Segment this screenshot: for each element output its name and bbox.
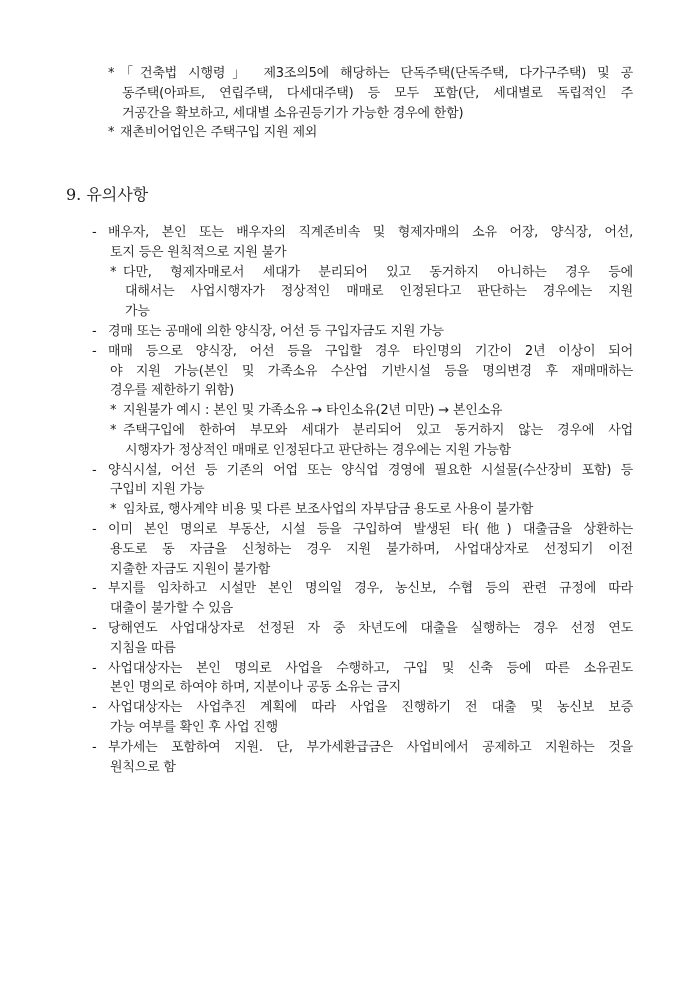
list-item-marker: - (92, 700, 97, 716)
list-item-line: 경매 또는 공매에 의한 양식장, 어선 등 구입자금도 지원 가능 (108, 324, 444, 339)
list-item-line: 부가세는 포함하여 지원. 단, 부가세환급금은 사업비에서 공제하고 지원하는 것을 (108, 739, 633, 755)
list-item-line: 가능 여부를 확인 후 사업 진행 (110, 720, 278, 735)
sub-note-line: 가능 (125, 304, 150, 320)
list-item-line: 양식시설, 어선 등 기존의 어업 또는 양식업 경영에 필요한 시설물(수산장비 포함) 등 (108, 462, 633, 478)
list-item-line: 토지 등은 원칙적으로 지원 불가 (110, 244, 287, 260)
sub-note-marker: * (110, 264, 117, 280)
list-item-line: 용도로 동 자금을 신청하는 경우 지원 불가하며, 사업대상자로 선정되기 이전 (110, 541, 633, 557)
sub-note-line: 시행자가 정상적인 매매로 인정된다고 판단하는 경우에는 지원 가능함 (125, 442, 511, 458)
note-marker: * (108, 66, 115, 81)
sub-note-line: 대해서는 사업시행자가 정상적인 매매로 인정된다고 판단하는 경우에는 지원 (125, 284, 633, 300)
sub-note-marker: * (110, 423, 117, 438)
note-marker: * (108, 125, 115, 141)
note-line: 거공간을 확보하고, 세대별 소유권등기가 가능한 경우에 한함) (122, 105, 464, 121)
note-line: 재촌비어업인은 주택구입 지원 제외 (120, 125, 318, 141)
sub-note-line: 지원불가 예시 : 본인 및 가족소유 → 타인소유(2년 미만) → 본인소유 (123, 403, 503, 419)
list-item-line: 본인 명의로 하여야 하며, 지분이나 공동 소유는 금지 (110, 680, 401, 696)
list-item-line: 사업대상자는 본인 명의로 사업을 수행하고, 구입 및 신축 등에 따른 소유권도 (108, 660, 633, 676)
list-item-line: 경우를 제한하기 위함) (110, 383, 234, 399)
sub-note-marker: * (110, 403, 117, 419)
list-item-line: 당해연도 사업대상자로 선정된 자 중 차년도에 대출을 실행하는 경우 선정 연도 (108, 621, 633, 636)
sub-note-line: 다만, 형제자매로서 세대가 분리되어 있고 동거하지 아니하는 경우 등에 (123, 264, 633, 280)
list-item-line: 매매 등으로 양식장, 어선 등을 구입할 경우 타인명의 기간이 2년 이상이 되어 (108, 343, 633, 359)
list-item-line: 야 지원 가능(본인 및 가족소유 수산업 기반시설 등을 명의변경 후 재매매하는 (110, 363, 633, 379)
list-item-line: 원칙으로 함 (110, 759, 176, 775)
list-item-marker: - (92, 225, 97, 240)
list-item-marker: - (92, 581, 97, 597)
list-item-marker: - (92, 660, 97, 676)
list-item-line: 지침을 따름 (110, 640, 176, 656)
section-number: 9. (66, 185, 82, 204)
list-item-line: 배우자, 본인 또는 배우자의 직계존비속 및 형제자매의 소유 어장, 양식장, 어선, (108, 225, 633, 240)
list-item-line: 구입비 지원 가능 (110, 482, 205, 498)
list-item-marker: - (92, 462, 97, 478)
list-item-marker: - (92, 522, 97, 537)
sub-note-line: 주택구입에 한하여 부모와 세대가 분리되어 있고 동거하지 않는 경우에 사업 (123, 423, 633, 438)
list-item-marker: - (92, 739, 97, 755)
sub-note-line: 임차료, 행사계약 비용 및 다른 보조사업의 자부담금 용도로 사용이 불가함 (123, 502, 534, 518)
list-item-line: 부지를 임차하고 시설만 본인 명의일 경우, 농신보, 수협 등의 관련 규정에 따라 (108, 581, 633, 597)
list-item-marker: - (92, 324, 97, 339)
list-item-line: 사업대상자는 사업추진 계획에 따라 사업을 진행하기 전 대출 및 농신보 보증 (108, 700, 633, 716)
list-item-marker: - (92, 343, 97, 359)
list-item-line: 대출이 불가할 수 있음 (110, 601, 234, 617)
sub-note-marker: * (110, 502, 117, 518)
note-line: 「건축법 시행령」 제3조의5에 해당하는 단독주택(단독주택, 다가구주택) 및 공 (120, 66, 633, 81)
note-line: 동주택(아파트, 연립주택, 다세대주택) 등 모두 포함(단, 세대별로 독립적인 주 (122, 85, 633, 101)
list-item-line: 지출한 자금도 지원이 불가함 (110, 561, 271, 577)
list-item-marker: - (92, 621, 97, 636)
section-heading (66, 184, 148, 206)
list-item-line: 이미 본인 명의로 부동산, 시설 등을 구입하여 발생된 타(他) 대출금을 상환하는 (108, 522, 633, 537)
section-title: 유의사항 (81, 185, 149, 204)
